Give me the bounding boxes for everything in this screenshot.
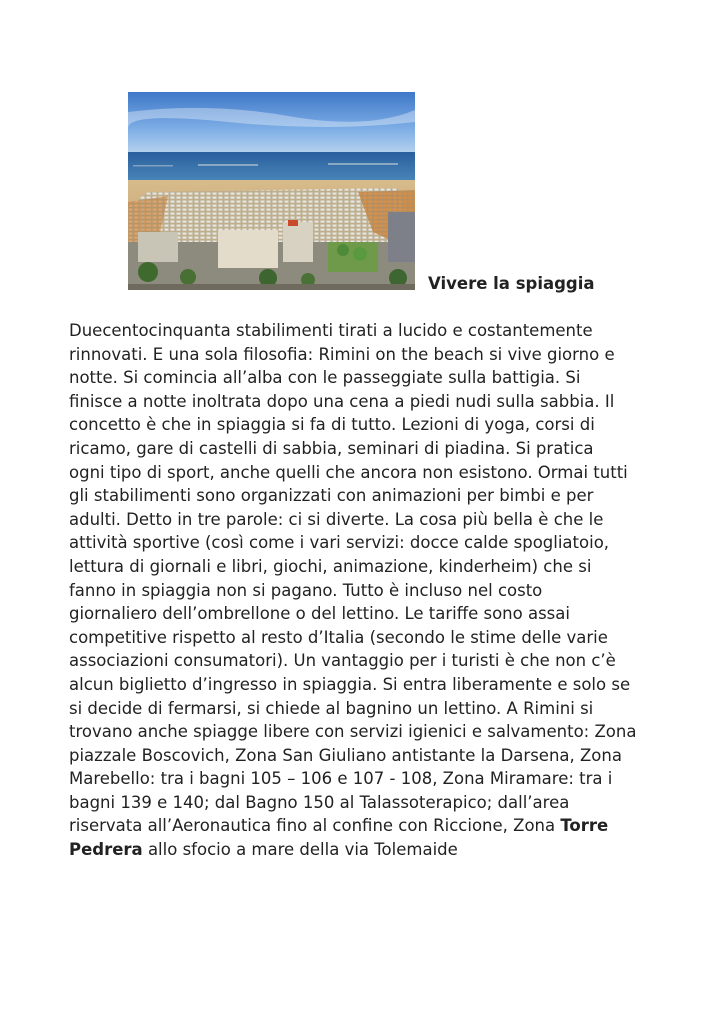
article-body xyxy=(69,319,669,862)
body-line: bagni 139 e 140; dal Bagno 150 al Talassoterapico; dall’area xyxy=(69,792,570,812)
body-line: ricamo, gare di castelli di sabbia, seminari di piadina. Si pratica xyxy=(69,438,594,458)
body-line: si decide di fermarsi, si chiede al bagnino un lettino. A Rimini si xyxy=(69,698,594,718)
body-line: gli stabilimenti sono organizzati con animazioni per bimbi e per xyxy=(69,486,594,506)
body-line: trovano anche spiagge libere con servizi igienici e salvamento: Zona xyxy=(69,722,637,742)
body-line: competitive rispetto al resto d’Italia (secondo le stime delle varie xyxy=(69,627,608,647)
body-line: lettura di giornali e libri, giochi, animazione, kinderheim) che si xyxy=(69,556,592,576)
body-line xyxy=(69,838,669,862)
place-name-torre: Torre xyxy=(560,816,609,836)
beach-photo xyxy=(128,92,415,290)
body-line: piazzale Boscovich, Zona San Giuliano antistante la Darsena, Zona xyxy=(69,745,622,765)
body-line: giornaliero dell’ombrellone o del lettino. Le tariffe sono assai xyxy=(69,604,570,624)
body-line: notte. Si comincia all’alba con le passeggiate sulla battigia. Si xyxy=(69,368,581,388)
body-line xyxy=(69,814,669,838)
place-name-pedrera: Pedrera xyxy=(69,840,143,860)
body-line: fanno in spiaggia non si pagano. Tutto è incluso nel costo xyxy=(69,580,543,600)
body-line: finisce a notte inoltrata dopo una cena a piedi nudi sulla sabbia. Il xyxy=(69,391,615,411)
body-line: associazioni consumatori). Un vantaggio per i turisti è che non c’è xyxy=(69,651,616,671)
article-heading: Vivere la spiaggia xyxy=(428,274,595,293)
body-line: rinnovati. E una sola filosofia: Rimini on the beach si vive giorno e xyxy=(69,344,615,364)
body-text-normal: allo sfocio a mare della via Tolemaide xyxy=(142,840,458,860)
body-line: adulti. Detto in tre parole: ci si diverte. La cosa più bella è che le xyxy=(69,509,604,529)
sea xyxy=(128,152,415,182)
body-line: concetto è che in spiaggia si fa di tutto. Lezioni di yoga, corsi di xyxy=(69,415,595,435)
body-text-normal: riservata all’Aeronautica fino al confine con Riccione, Zona xyxy=(69,816,561,836)
body-line: Duecentocinquanta stabilimenti tirati a lucido e costantemente xyxy=(69,321,593,340)
body-line: Marebello: tra i bagni 105 – 106 e 107 - 108, Zona Miramare: tra i xyxy=(69,769,613,789)
body-line: attività sportive (così come i vari servizi: docce calde spogliatoio, xyxy=(69,533,610,553)
body-line: ogni tipo di sport, anche quelli che ancora non esistono. Ormai tutti xyxy=(69,462,628,482)
body-line: alcun biglietto d’ingresso in spiaggia. Si entra liberamente e solo se xyxy=(69,674,631,694)
